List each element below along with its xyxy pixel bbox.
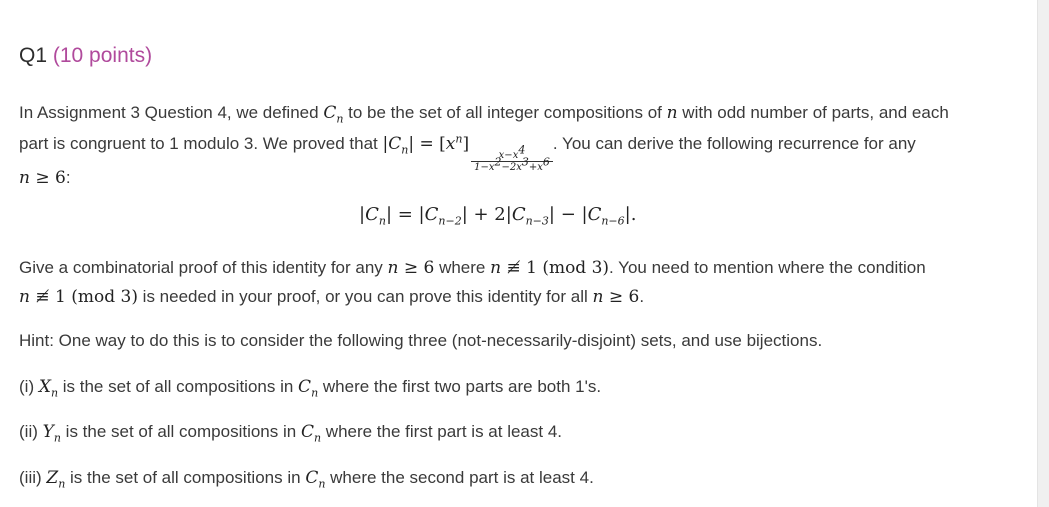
- scrollbar-track[interactable]: [1037, 0, 1049, 507]
- math-cn: $C_n$: [323, 103, 344, 126]
- math-condition: n ≢ 1 (mod 3): [19, 287, 138, 307]
- paragraph-intro-line-2: part is congruent to 1 modulo 3. We proved that $|C_n| = [x^n]$ $\frac{x-x^4}{1-x^2-2x^3+x^6}$ . You can derive the following recurrence for any: [19, 132, 916, 173]
- paragraph-task-line-2: n ≢ 1 (mod 3) is needed in your proof, or you can prove this identity for all n ≥ 6.: [19, 287, 645, 307]
- math-recurrence: $|C_n| = |C_{n-2}| + 2|C_{n-3}| - |C_{n-6}|$.: [359, 204, 637, 228]
- math-generating-function: $|C_n| = [x^n]$ $\frac{x-x^4}{1-x^2-2x^3+x^6}$: [383, 134, 553, 154]
- paragraph-intro-line-1: In Assignment 3 Question 4, we defined $C_n$ to be the set of all integer compositions of n with odd number of parts, and each: [19, 103, 949, 126]
- paragraph-task-line-1: Give a combinatorial proof of this identity for any n ≥ 6 where n ≢ 1 (mod 3). You need to mention where the condition: [19, 258, 926, 278]
- math-n-geq-6: n ≥ 6: [387, 258, 435, 278]
- list-item: (iii) $Z_n$ is the set of all compositions in $C_n$ where the second part is at least 4.: [19, 468, 594, 491]
- math-n-geq-6: n ≥ 6: [592, 287, 640, 307]
- question-heading: [19, 44, 152, 68]
- question-label: Q1: [19, 44, 48, 67]
- math-zn: $Z_n$: [46, 468, 66, 491]
- hint-text: Hint: One way to do this is to consider the following three (not-necessarily-disjoint) sets, and use bijections.: [19, 331, 823, 350]
- math-xn: $X_n$: [38, 377, 59, 400]
- list-item: (ii) $Y_n$ is the set of all compositions in $C_n$ where the first part is at least 4.: [19, 422, 563, 445]
- math-yn: $Y_n$: [42, 422, 61, 445]
- paragraph-intro-line-3: n ≥ 6:: [19, 168, 71, 188]
- math-condition: n ≢ 1 (mod 3): [490, 258, 610, 278]
- math-cn: $C_n$: [300, 422, 322, 445]
- math-cn: $C_n$: [298, 377, 319, 400]
- list-item: (i) $X_n$ is the set of all compositions in $C_n$ where the first two parts are both 1's.: [19, 377, 602, 400]
- math-cn: $C_n$: [305, 468, 326, 491]
- math-n: n: [666, 103, 678, 123]
- math-n-geq-6: n ≥ 6: [19, 168, 66, 188]
- math-fraction: $\frac{x-x^4}{1-x^2-2x^3+x^6}$: [471, 150, 553, 173]
- question-points: (10 points): [52, 44, 153, 67]
